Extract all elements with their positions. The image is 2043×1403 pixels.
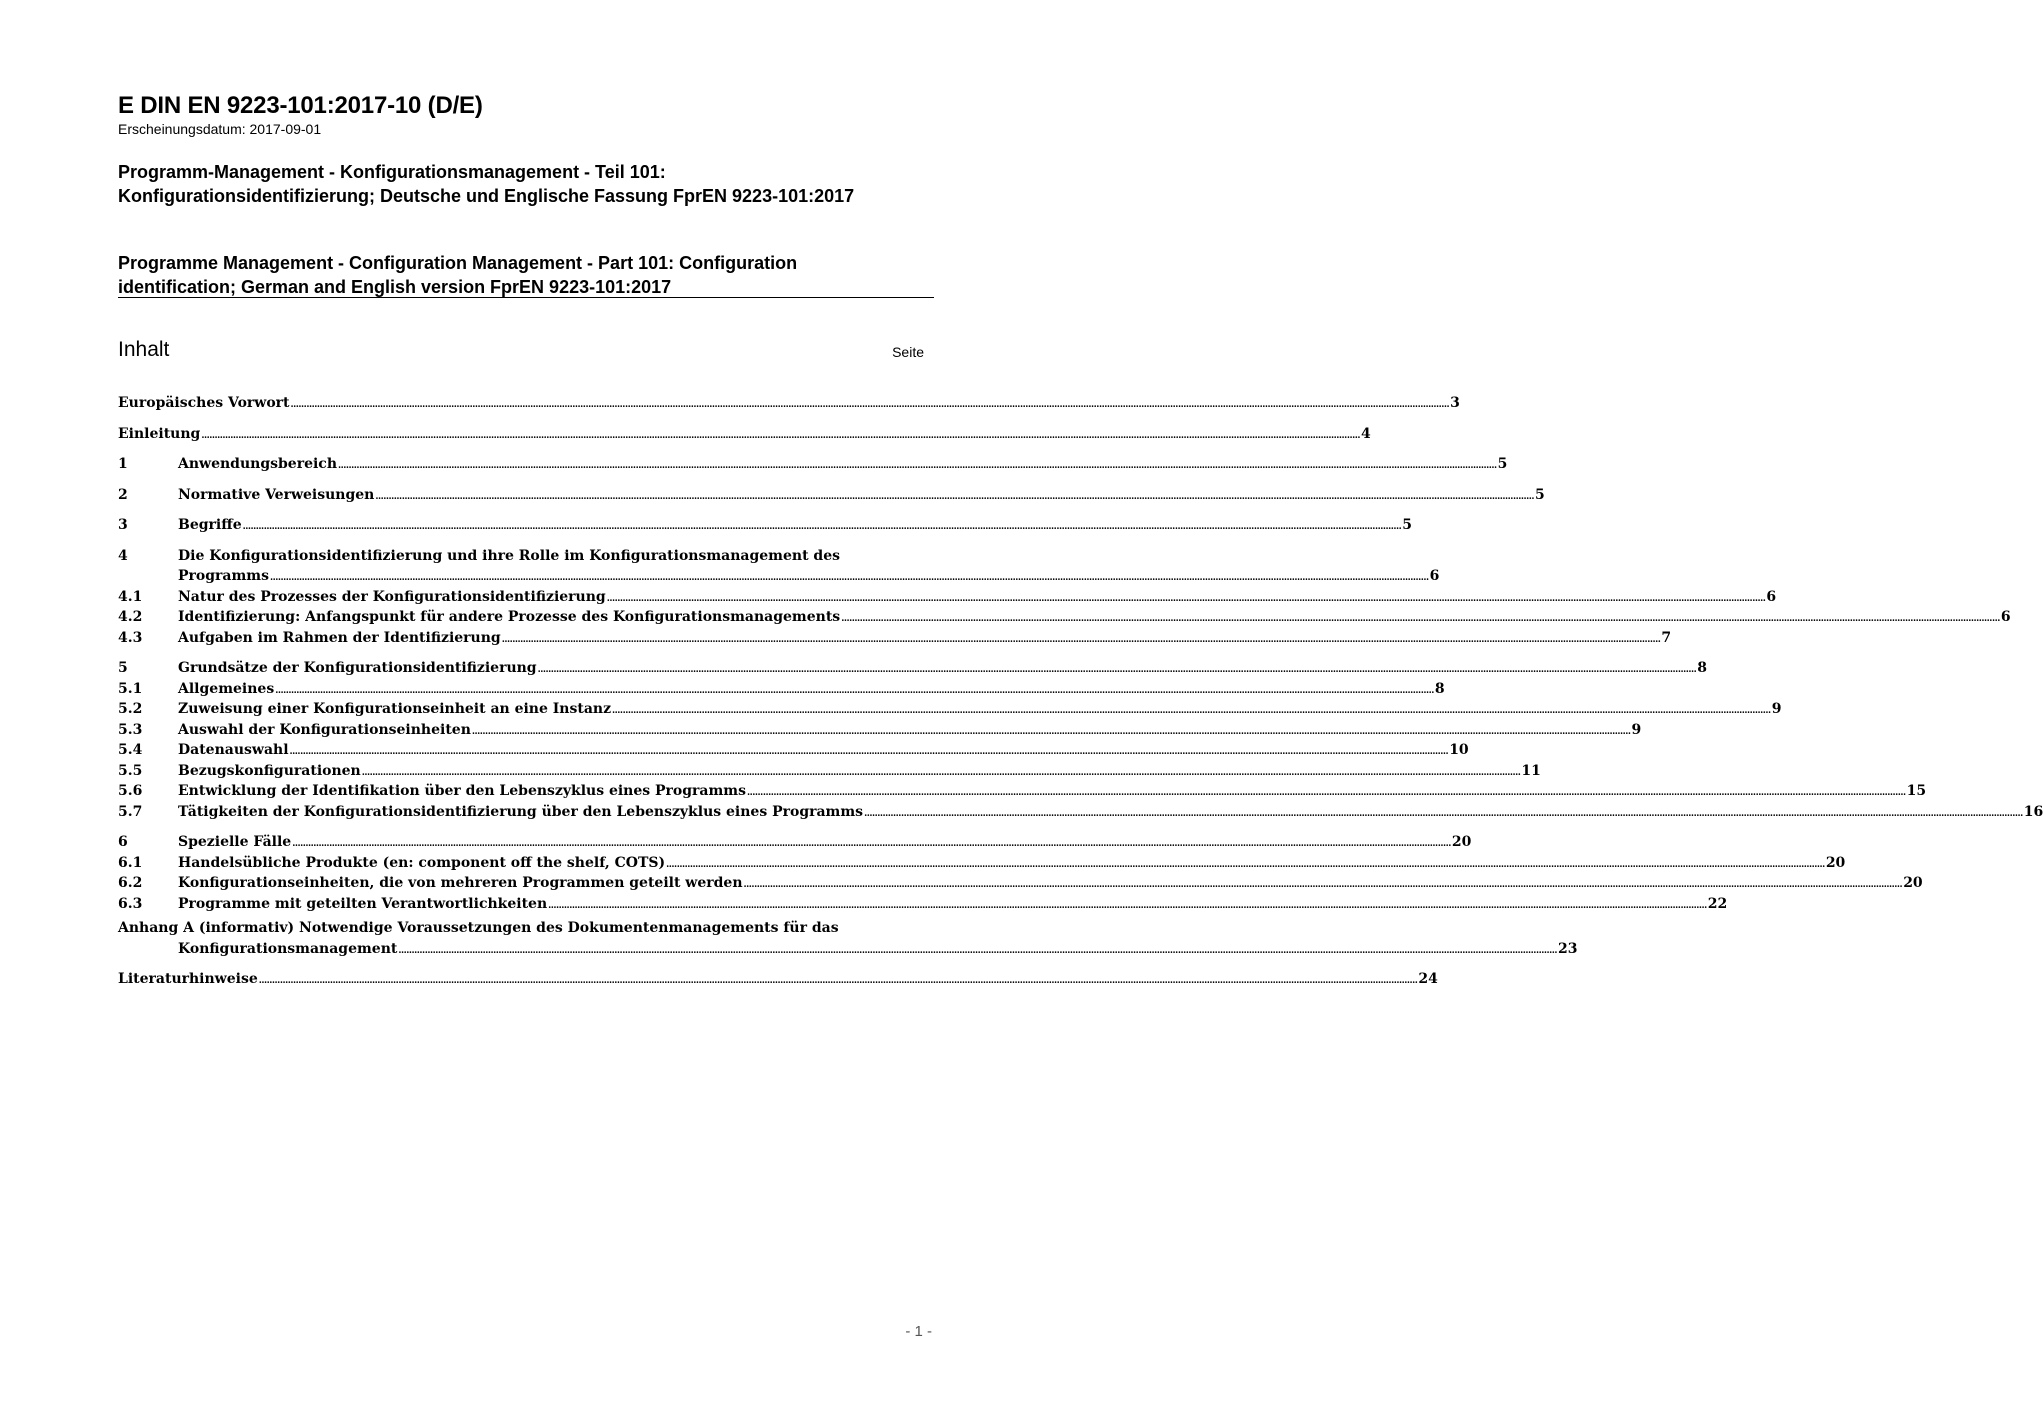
toc-leader-dots: ........................................................................................................................................................................................................................................................................................................................................................................................................................................................ — [289, 747, 1449, 757]
toc-entry-title: Programms — [178, 568, 269, 584]
toc-entry-title: Konfigurationseinheiten, die von mehreren Programmen geteilt werden — [178, 875, 743, 891]
toc-entry-title: Bezugskonfigurationen — [178, 762, 361, 779]
toc-leader-dots: ........................................................................................................................................................................................................................................................................................................................................................................................................................................................ — [747, 788, 1906, 798]
toc-entry[interactable] — [118, 393, 1460, 414]
toc-entry-title: Grundsätze der Konfigurationsidentifizierung — [178, 660, 537, 676]
toc-entry-page: 9 — [1631, 721, 1642, 738]
toc-entry-title-line1: Anhang A (informativ) Notwendige Voraussetzungen des Dokumentenmanagements für das — [118, 920, 839, 936]
toc-leader-dots: ........................................................................................................................................................................................................................................................................................................................................................................................................................................................ — [743, 880, 1903, 890]
toc-leader-dots: ........................................................................................................................................................................................................................................................................................................................................................................................................................................................ — [270, 573, 1429, 583]
toc-entry-page: 9 — [1771, 701, 1782, 717]
toc-entry[interactable] — [118, 699, 1782, 720]
toc-entry-page: 5 — [1497, 456, 1508, 472]
toc-entry-title: Literaturhinweise — [118, 971, 258, 987]
toc-leader-dots: ........................................................................................................................................................................................................................................................................................................................................................................................................................................................ — [375, 491, 1535, 502]
toc-entry-page: 8 — [1434, 680, 1445, 697]
toc-entry-title: Auswahl der Konfigurationseinheiten — [178, 721, 471, 738]
toc-entry[interactable] — [118, 873, 1923, 894]
document-title-german: Programm-Management - Konfigurationsmanagement - Teil 101: Konfigurationsidentifizierung; Deutsche und Englische Fassung FprEN 9223-101:2017 — [118, 162, 855, 206]
toc-entry-title: Anwendungsbereich — [178, 456, 337, 472]
toc-entry[interactable] — [118, 761, 1541, 782]
toc-leader-dots: ........................................................................................................................................................................................................................................................................................................................................................................................................................................................ — [612, 706, 1771, 716]
toc-entry-number: 5.5 — [118, 762, 143, 779]
toc-entry[interactable] — [118, 802, 2043, 823]
toc-leader-dots: ........................................................................................................................................................................................................................................................................................................................................................................................................................................................ — [292, 839, 1451, 849]
toc-leader-dots: ........................................................................................................................................................................................................................................................................................................................................................................................................................................................ — [548, 900, 1707, 911]
toc-leader-dots: ........................................................................................................................................................................................................................................................................................................................................................................................................................................................ — [398, 945, 1558, 956]
toc-leader-dots: ........................................................................................................................................................................................................................................................................................................................................................................................................................................................ — [471, 726, 1631, 737]
toc-entry-title: Aufgaben im Rahmen der Identifizierung — [178, 629, 501, 646]
toc-entry-number: 6.2 — [118, 875, 143, 891]
toc-leader-dots: ........................................................................................................................................................................................................................................................................................................................................................................................................................................................ — [338, 461, 1497, 471]
toc-entry-number: 6.3 — [118, 895, 143, 912]
toc-entry-page: 15 — [1906, 783, 1927, 799]
toc-entry[interactable] — [118, 587, 1777, 608]
toc-entry-page: 23 — [1558, 940, 1578, 957]
toc-page-column-label: Seite — [892, 344, 924, 360]
toc-leader-dots: ........................................................................................................................................................................................................................................................................................................................................................................................................................................................ — [290, 400, 1450, 410]
publication-date: Erscheinungsdatum: 2017-09-01 — [118, 121, 322, 137]
toc-entry-title: Natur des Prozesses der Konfigurationsidentifizierung — [178, 588, 606, 605]
toc-entry-number: 4.2 — [118, 609, 143, 625]
toc-entry-number: 5.6 — [118, 783, 143, 799]
toc-entry[interactable] — [118, 720, 1642, 741]
toc-leader-dots: ........................................................................................................................................................................................................................................................................................................................................................................................................................................................ — [361, 767, 1521, 778]
toc-entry-number: 6.1 — [118, 854, 143, 871]
toc-leader-dots: ........................................................................................................................................................................................................................................................................................................................................................................................................................................................ — [501, 634, 1661, 645]
toc-entry-number: 4.1 — [118, 588, 143, 605]
toc-entry-title: Zuweisung einer Konfigurationseinheit an eine Instanz — [178, 701, 612, 717]
toc-entry-number: 4 — [118, 547, 128, 564]
toc-entry-number: 5.4 — [118, 742, 143, 758]
toc-entry[interactable] — [118, 454, 1508, 475]
toc-entry-page: 10 — [1449, 742, 1469, 758]
toc-entry[interactable] — [118, 853, 1846, 874]
toc-entry-title: Spezielle Fälle — [178, 834, 292, 850]
toc-entry[interactable] — [118, 918, 1578, 959]
toc-entry-number: 2 — [118, 486, 128, 503]
toc-entry[interactable] — [118, 781, 1927, 802]
page-number: - 1 - — [905, 1323, 932, 1340]
toc-entry-page: 20 — [1451, 834, 1472, 850]
table-of-contents — [118, 393, 2043, 990]
toc-entry-title: Handelsübliche Produkte (en: component off the shelf, COTS) — [178, 854, 666, 871]
toc-entry-page: 20 — [1903, 875, 1923, 891]
toc-leader-dots: ........................................................................................................................................................................................................................................................................................................................................................................................................................................................ — [258, 976, 1418, 986]
toc-entry-page: 7 — [1661, 629, 1672, 646]
toc-entry-page: 6 — [1429, 568, 1440, 584]
toc-leader-dots: ........................................................................................................................................................................................................................................................................................................................................................................................................................................................ — [666, 859, 1825, 870]
toc-leader-dots: ........................................................................................................................................................................................................................................................................................................................................................................................................................................................ — [864, 808, 2023, 819]
toc-entry-page: 5 — [1535, 486, 1545, 503]
toc-leader-dots: ........................................................................................................................................................................................................................................................................................................................................................................................................................................................ — [242, 522, 1402, 532]
toc-entry-number: 6 — [118, 834, 128, 850]
toc-entry-number: 5.1 — [118, 680, 143, 697]
toc-entry-number: 5.2 — [118, 701, 143, 717]
toc-entry-title: Normative Verweisungen — [178, 486, 375, 503]
toc-entry-page: 16 — [2023, 803, 2043, 820]
toc-entry[interactable] — [118, 832, 1472, 853]
toc-entry-page: 3 — [1450, 395, 1460, 411]
toc-entry-page: 4 — [1360, 425, 1371, 442]
toc-entry-number: 5 — [118, 660, 128, 676]
toc-entry-title: Allgemeines — [178, 680, 275, 697]
toc-entry-number: 4.3 — [118, 629, 143, 646]
toc-entry-page: 6 — [2000, 609, 2011, 625]
toc-entry-number: 5.7 — [118, 803, 143, 820]
toc-entry-title: Tätigkeiten der Konfigurationsidentifizierung über den Lebenszyklus eines Programms — [178, 803, 864, 820]
title-divider — [118, 297, 934, 298]
toc-entry[interactable] — [118, 740, 1469, 761]
toc-entry-title: Identifizierung: Anfangspunkt für andere Prozesse des Konfigurationsmanagements — [178, 609, 841, 625]
document-code: E DIN EN 9223-101:2017-10 (D/E) — [118, 92, 483, 119]
toc-leader-dots: ........................................................................................................................................................................................................................................................................................................................................................................................................................................................ — [201, 430, 1360, 441]
toc-leader-dots: ........................................................................................................................................................................................................................................................................................................................................................................................................................................................ — [841, 614, 2000, 624]
toc-entry[interactable] — [118, 628, 1672, 649]
toc-entry[interactable] — [118, 546, 1440, 587]
toc-entry[interactable] — [118, 485, 1545, 506]
toc-entry-number: 3 — [118, 517, 128, 533]
toc-entry-title: Begriffe — [178, 517, 242, 533]
toc-entry-title: Programme mit geteilten Verantwortlichkeiten — [178, 895, 548, 912]
toc-leader-dots: ........................................................................................................................................................................................................................................................................................................................................................................................................................................................ — [537, 665, 1697, 675]
toc-entry-title-line1: Die Konfigurationsidentifizierung und ihre Rolle im Konfigurationsmanagement des — [178, 547, 840, 564]
toc-entry-title: Einleitung — [118, 425, 201, 442]
toc-entry-number: 1 — [118, 456, 128, 472]
toc-entry[interactable] — [118, 894, 1728, 915]
toc-entry[interactable] — [118, 679, 1445, 700]
toc-entry-number: 5.3 — [118, 721, 143, 738]
toc-entry[interactable] — [118, 658, 1707, 679]
document-title-english: Programme Management - Configuration Management - Part 101: Configuration identification; German and English version FprEN 9223-101:2017 — [118, 253, 798, 297]
toc-entry-page: 8 — [1697, 660, 1707, 676]
toc-entry-page: 20 — [1825, 854, 1846, 871]
toc-entry[interactable] — [118, 424, 1371, 445]
toc-entry[interactable] — [118, 607, 2011, 628]
toc-entry[interactable] — [118, 969, 1438, 990]
toc-leader-dots: ........................................................................................................................................................................................................................................................................................................................................................................................................................................................ — [606, 593, 1766, 604]
toc-entry-page: 11 — [1521, 762, 1541, 779]
toc-entry-title: Europäisches Vorwort — [118, 395, 290, 411]
toc-heading: Inhalt — [118, 338, 170, 361]
toc-entry[interactable] — [118, 515, 1413, 536]
toc-entry-page: 24 — [1418, 971, 1438, 987]
toc-entry-page: 6 — [1766, 588, 1777, 605]
toc-entry-page: 22 — [1707, 895, 1728, 912]
toc-entry-title: Datenauswahl — [178, 742, 289, 758]
toc-entry-page: 5 — [1402, 517, 1413, 533]
toc-entry-title: Entwicklung der Identifikation über den Lebenszyklus eines Programms — [178, 783, 747, 799]
toc-entry-title: Konfigurationsmanagement — [178, 940, 398, 957]
toc-leader-dots: ........................................................................................................................................................................................................................................................................................................................................................................................................................................................ — [275, 685, 1434, 696]
